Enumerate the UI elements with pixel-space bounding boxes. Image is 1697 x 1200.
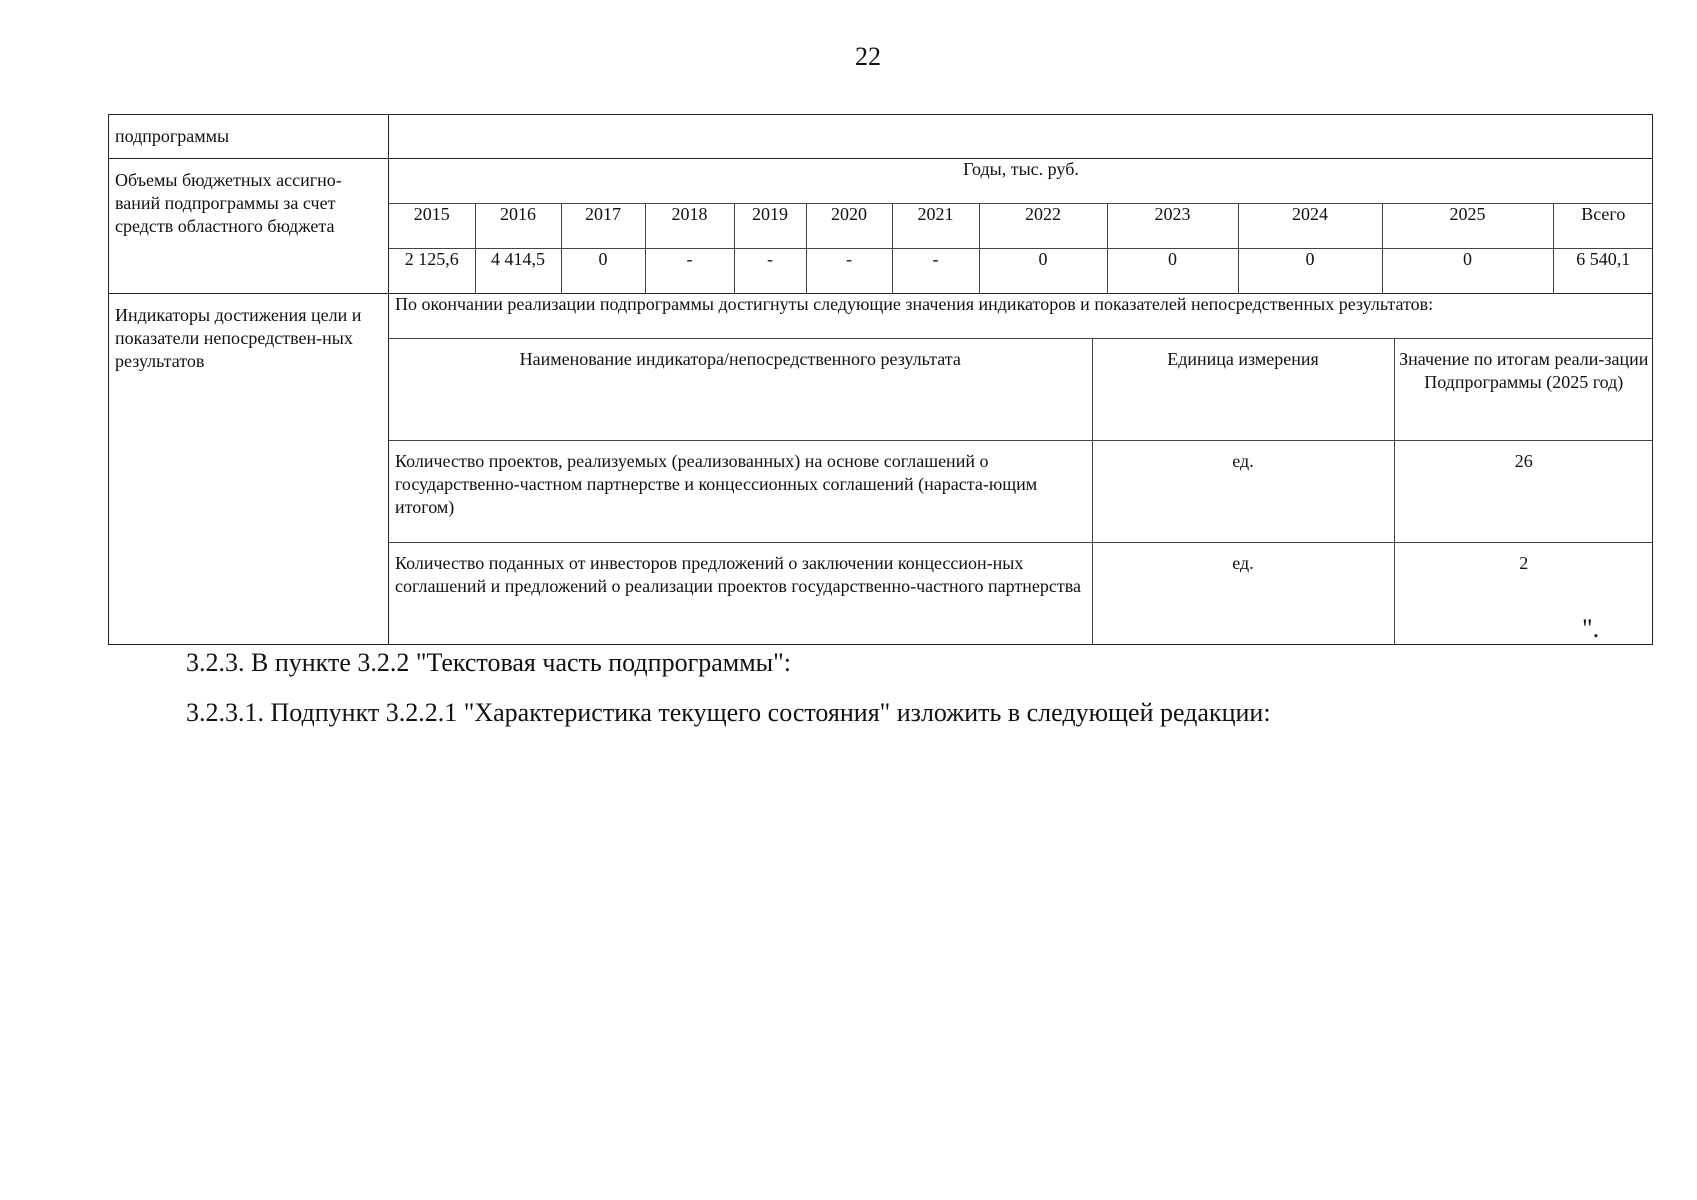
table-row <box>389 543 1653 645</box>
value-cell: - <box>734 249 806 294</box>
table-row-indicators <box>109 294 1653 645</box>
value-cell: 0 <box>979 249 1107 294</box>
year-cell: 2023 <box>1107 204 1238 249</box>
indicators-intro-row <box>389 294 1653 339</box>
indicators-table <box>389 294 1653 644</box>
col-header-name: Наименование индикатора/непосредственного результата <box>389 339 1092 441</box>
budget-cell <box>389 159 1653 294</box>
value-cell: 0 <box>1238 249 1382 294</box>
budget-years-header: Годы, тыс. руб. <box>389 159 1653 204</box>
year-cell: 2024 <box>1238 204 1382 249</box>
value-cell: 0 <box>561 249 645 294</box>
value-cell: 4 414,5 <box>475 249 561 294</box>
budget-label: Объемы бюджетных ассигно-ваний подпрограммы за счет средств областного бюджета <box>109 159 389 294</box>
budget-values-row <box>389 249 1653 294</box>
budget-table <box>389 159 1653 293</box>
table-row-subprogram <box>109 115 1653 159</box>
year-cell: 2021 <box>892 204 979 249</box>
row-label-subprogram: подпрограммы <box>109 115 389 159</box>
col-header-value: Значение по итогам реали-зации Подпрограммы (2025 год) <box>1394 339 1653 441</box>
indicator-unit: ед. <box>1092 441 1394 543</box>
year-cell: 2017 <box>561 204 645 249</box>
value-cell: 0 <box>1382 249 1553 294</box>
table-row <box>389 441 1653 543</box>
subprogram-passport-table <box>108 114 1653 645</box>
year-cell: 2015 <box>389 204 475 249</box>
paragraph-3-2-3-1: 3.2.3.1. Подпункт 3.2.2.1 "Характеристика текущего состояния" изложить в следующей редакции: <box>186 698 1271 727</box>
total-header-cell: Всего <box>1553 204 1653 249</box>
page-number: 22 <box>855 42 881 71</box>
paragraph-3-2-3: 3.2.3. В пункте 3.2.2 "Текстовая часть подпрограммы": <box>186 648 791 677</box>
year-cell: 2022 <box>979 204 1107 249</box>
year-cell: 2016 <box>475 204 561 249</box>
value-cell: 2 125,6 <box>389 249 475 294</box>
total-value-cell: 6 540,1 <box>1553 249 1653 294</box>
year-cell: 2025 <box>1382 204 1553 249</box>
col-header-unit: Единица измерения <box>1092 339 1394 441</box>
indicators-header-row <box>389 339 1653 441</box>
value-cell: 0 <box>1107 249 1238 294</box>
indicators-cell <box>389 294 1653 645</box>
indicator-unit: ед. <box>1092 543 1394 645</box>
indicator-value: 26 <box>1394 441 1653 543</box>
budget-years-row <box>389 204 1653 249</box>
table-row-budget <box>109 159 1653 294</box>
year-cell: 2019 <box>734 204 806 249</box>
indicator-name: Количество проектов, реализуемых (реализованных) на основе соглашений о государственно-частном партнерстве и концессионных соглашений (нараста-ющим итогом) <box>389 441 1092 543</box>
value-cell: - <box>806 249 892 294</box>
indicators-intro: По окончании реализации подпрограммы достигнуты следующие значения индикаторов и показателей непосредственных результатов: <box>389 294 1653 339</box>
subprogram-passport-table-wrapper <box>108 114 1652 645</box>
budget-header-row <box>389 159 1653 204</box>
closing-quote: ". <box>1582 614 1600 643</box>
indicator-value: 2 <box>1394 543 1653 645</box>
value-cell: - <box>892 249 979 294</box>
empty-cell <box>389 115 1653 159</box>
indicator-name: Количество поданных от инвесторов предложений о заключении концессион-ных соглашений и предложений о реализации проектов государственно-частного партнерства <box>389 543 1092 645</box>
value-cell: - <box>645 249 734 294</box>
year-cell: 2020 <box>806 204 892 249</box>
year-cell: 2018 <box>645 204 734 249</box>
indicators-label: Индикаторы достижения цели и показатели непосредствен-ных результатов <box>109 294 389 645</box>
